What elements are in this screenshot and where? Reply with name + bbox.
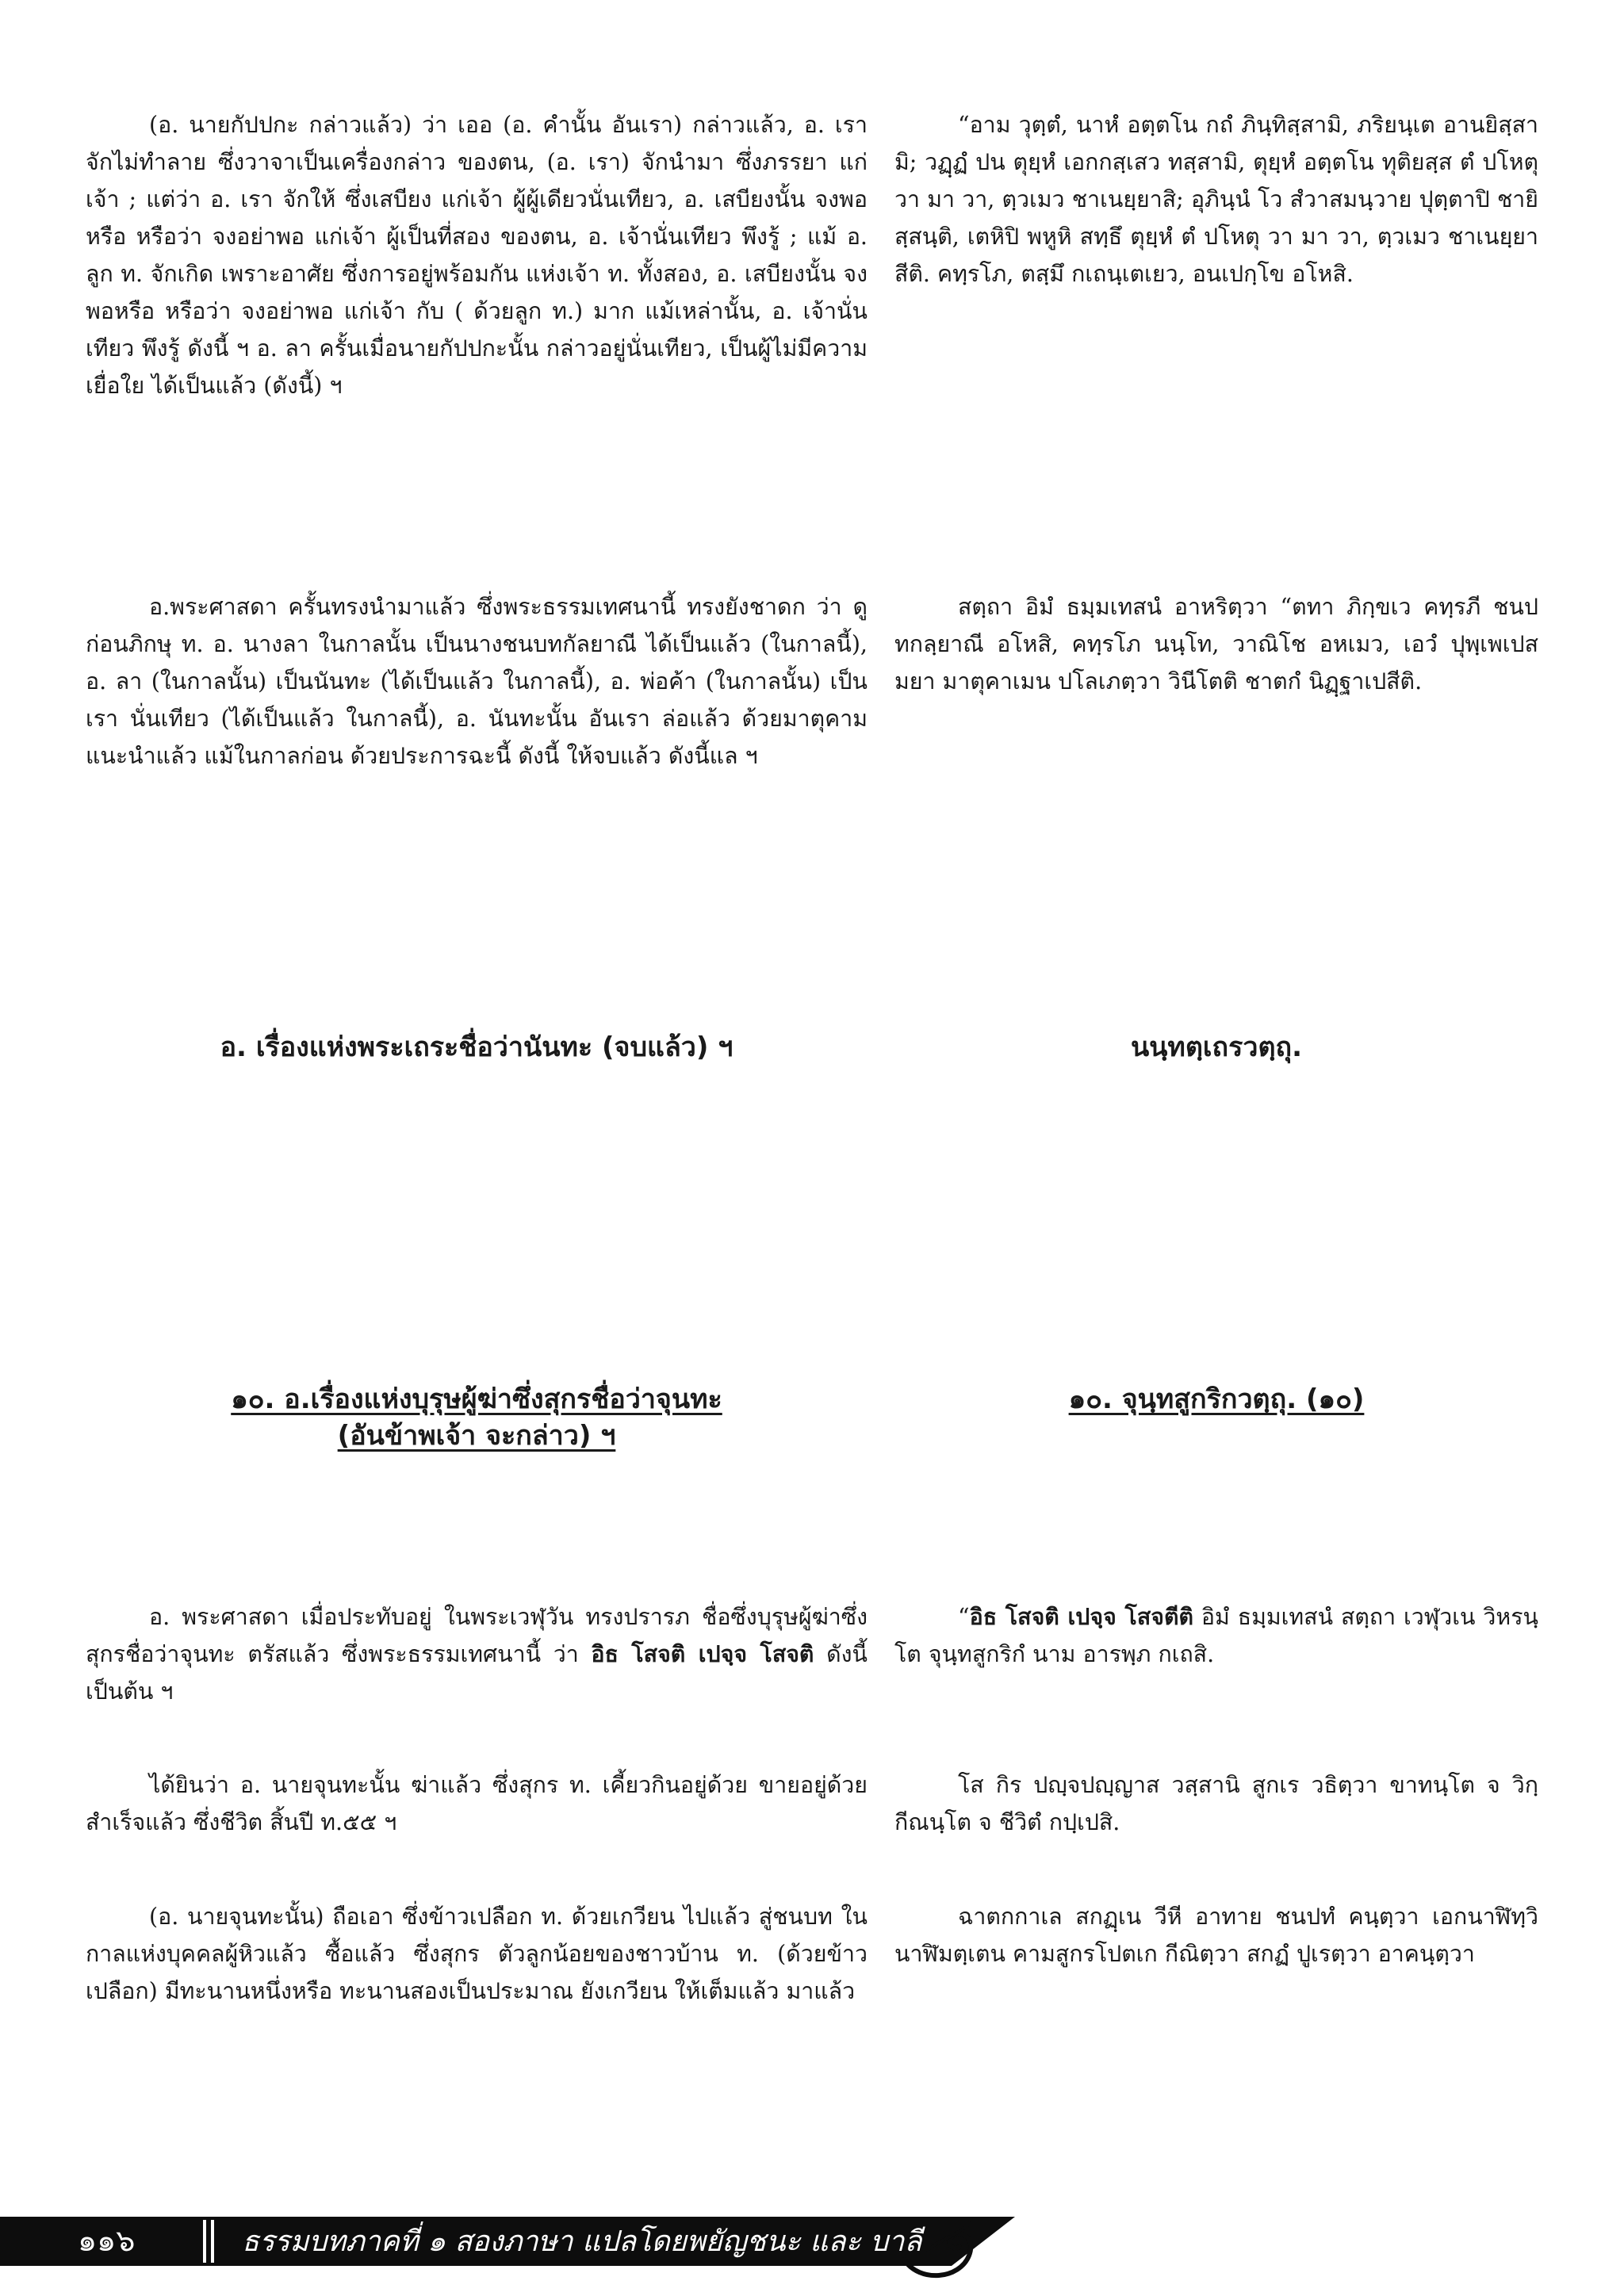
right-heading-story-10: ๑๐. จุนฺทสูกริกวตฺถุ. (๑๐) [1068, 1383, 1365, 1415]
right-paragraph-3-bold: อิธ โสจติ เปจฺจ โสจตีติ [969, 1603, 1193, 1630]
right-paragraph-5: ฉาตกกาเล สกฏฺเน วีหี อาทาย ชนปทํ คนฺตฺวา เอกนาฬิทฺวินาฬิมตฺเตน คามสูกรโปตเก กีณิตฺวา สกฏํ ปูเรตฺวา อาคนฺตฺวา [894, 1904, 1538, 1967]
right-heading-end-story: นนฺทตฺเถรวตฺถุ. [1130, 1031, 1303, 1063]
right-paragraph-2: สตฺถา อิมํ ธมฺมเทสนํ อาหริตฺวา “ตทา ภิกฺขเว คทฺรภี ชนปทกลฺยาณี อโหสิ, คทฺรโภ นนฺโท, วาณิโช อหเมว, เอวํ ปุพฺเพเปส มยา มาตุคาเมน ปโลเภตฺวา วินีโตติ ชาตกํ นิฏฺฐาเปสีติ. [894, 594, 1538, 695]
left-heading-story-10-line2: (อันข้าพเจ้า จะกล่าว) ฯ [337, 1420, 616, 1452]
left-paragraph-4: ได้ยินว่า อ. นายจุนทะนั้น ฆ่าแล้ว ซึ่งสุกร ท. เคี้ยวกินอยู่ด้วย ขายอยู่ด้วย สำเร็จแล้ว ซึ่งชีวิต สิ้นปี ท.๕๕ ฯ [86, 1772, 868, 1835]
left-heading-story-10 [86, 1381, 868, 1454]
left-paragraph-3 [86, 1598, 868, 1710]
left-paragraph-3-text-a: อ. พระศาสดา เมื่อประทับอยู่ ในพระเวฬุวัน ทรงปรารภ ชื่อซึ่งบุรุษผู้ฆ่าซึ่งสุกรชื่อว่าจุนทะ ตรัสแล้ว ซึ่งพระธรรมเทศนานี้ ว่า [86, 1604, 868, 1667]
left-paragraph-5: (อ. นายจุนทะนั้น) ถือเอา ซึ่งข้าวเปลือก ท. ด้วยเกวียน ไปแล้ว สู่ชนบท ในกาลแห่งบุคคลผู้หิวแล้ว ซื้อแล้ว ซึ่งสุกร ตัวลูกน้อยของชาวบ้าน ท. (ด้วยข้าวเปลือก) มีทะนานหนึ่งหรือ ทะนานสองเป็นประมาณ ยังเกวียน ให้เต็มแล้ว มาแล้ว [86, 1904, 868, 2004]
right-paragraph-4: โส กิร ปญฺจปญฺญาส วสฺสานิ สูกเร วธิตฺวา ขาทนฺโต จ วิกฺกีณนฺโต จ ชีวิตํ กปฺเปสิ. [894, 1772, 1538, 1835]
left-paragraph-2: อ.พระศาสดา ครั้นทรงนำมาแล้ว ซึ่งพระธรรมเทศนานี้ ทรงยังชาดก ว่า ดูก่อนภิกษุ ท. อ. นางลา ในกาลนั้น เป็นนางชนบทกัลยาณี ได้เป็นแล้ว (ในกาลนี้), อ. ลา (ในกาลนั้น) เป็นนันทะ (ได้เป็นแล้ว ในกาลนี้), อ. พ่อค้า (ในกาลนั้น) เป็นเรา นั่นเทียว (ได้เป็นแล้ว ในกาลนี้), อ. นันทะนั้น อันเรา ล่อแล้ว ด้วยมาตุคาม แนะนำแล้ว แม้ในกาลก่อน ด้วยประการฉะนี้ ดังนี้ ให้จบแล้ว ดังนี้แล ฯ [86, 594, 868, 769]
footer-divider-icon [200, 2217, 219, 2266]
right-paragraph-1: “อาม วุตฺตํ, นาหํ อตฺตโน กถํ ภินฺทิสฺสามิ, ภริยนฺเต อานยิสฺสามิ; วฏฺฏํ ปน ตุยฺหํ เอกกสฺเสว ทสฺสามิ, ตุยฺหํ อตฺตโน ทุติยสฺส ตํ ปโหตุ วา มา วา, ตฺวเมว ชาเนยฺยาสิ; อุภินฺนํ โว สํวาสมนฺวาย ปุตฺตาปิ ชายิสฺสนฺติ, เตหิปิ พหูหิ สทฺธึ ตุยฺหํ ตํ ปโหตุ วา มา วา, ตฺวเมว ชาเนยฺยาสีติ. คทฺรโภ, ตสฺมึ กเถนฺเตเยว, อนเปกฺโข อโหสิ. [894, 112, 1538, 287]
swirl-ornament-icon [896, 2212, 983, 2283]
footer-book-title: ธรรมบทภาคที่ ๑ สองภาษา แปลโดยพยัญชนะ และ บาลี [242, 2225, 922, 2258]
left-heading-story-10-line1: ๑๐. อ.เรื่องแห่งบุรุษผู้ฆ่าซึ่งสุกรชื่อว่าจุนทะ [231, 1383, 722, 1415]
page-number: ๑๑๖ [78, 2223, 136, 2258]
left-paragraph-1: (อ. นายกัปปกะ กล่าวแล้ว) ว่า เออ (อ. คำนั้น อันเรา) กล่าวแล้ว, อ. เรา จักไม่ทำลาย ซึ่งวาจาเป็นเครื่องกล่าว ของตน, (อ. เรา) จักนำมา ซึ่งภรรยา แก่เจ้า ; แต่ว่า อ. เรา จักให้ ซึ่งเสบียง แก่เจ้า ผู้ผู้เดียวนั่นเทียว, อ. เสบียงนั้น จงพอหรือ หรือว่า จงอย่าพอ แก่เจ้า ผู้เป็นที่สอง ของตน, อ. เจ้านั่นเทียว พึงรู้ ; แม้ อ. ลูก ท. จักเกิด เพราะอาศัย ซึ่งการอยู่พร้อมกัน แห่งเจ้า ท. ทั้งสอง, อ. เสบียงนั้น จงพอหรือ หรือว่า จงอย่าพอ แก่เจ้า กับ ( ด้วยลูก ท.) มาก แม้เหล่านั้น, อ. เจ้านั่นเทียว พึงรู้ ดังนี้ ฯ อ. ลา ครั้นเมื่อนายกัปปกะนั้น กล่าวอยู่นั่นเทียว, เป็นผู้ไม่มีความเยื่อใย ได้เป็นแล้ว (ดังนี้) ฯ [86, 112, 868, 399]
left-paragraph-3-text-b: ดังนี้เป็นต้น ฯ [86, 1641, 868, 1705]
left-heading-end-story: อ. เรื่องแห่งพระเถระชื่อว่านันทะ (จบแล้ว) ฯ [220, 1031, 733, 1063]
right-paragraph-3-text: อิมํ ธมฺมเทสนํ สตฺถา เวฬุวเน วิหรนฺโต จุนฺทสูกริกํ นาม อารพฺภ กเถสิ. [894, 1604, 1538, 1667]
right-paragraph-3-open-quote: “ [958, 1604, 970, 1630]
right-paragraph-3 [894, 1598, 1538, 1673]
left-paragraph-3-bold: อิธ โสจติ เปจฺจ โสจติ [591, 1640, 814, 1667]
